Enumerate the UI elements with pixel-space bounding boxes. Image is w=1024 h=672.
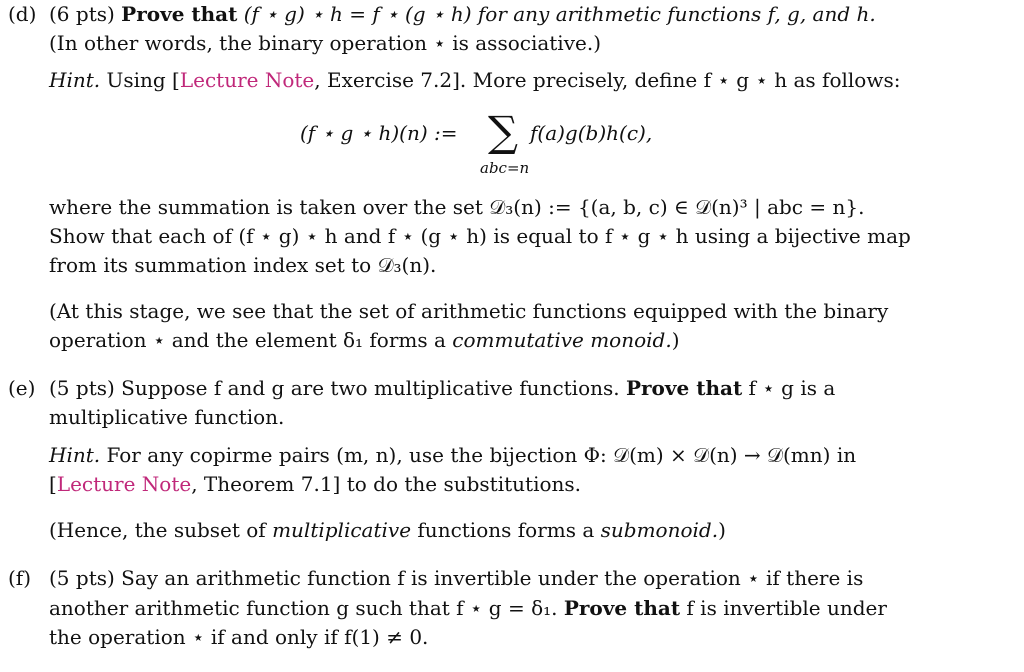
part-d-lecture-note-link[interactable]: Lecture Note — [179, 68, 315, 92]
part-e-hint-rest: , Theorem 7.1] to do the substitutions. — [191, 472, 582, 496]
part-f-line-2 — [49, 594, 887, 622]
part-d-hint-using: Using [ — [106, 68, 180, 92]
part-e-line-1 — [49, 374, 835, 402]
part-e-label: (e) — [8, 376, 36, 400]
part-f-line-3: the operation ⋆ if and only if f(1) ≠ 0. — [49, 625, 429, 649]
part-d-label: (d) — [8, 2, 37, 26]
part-f-text-a: another arithmetic function g such that f ⋆ g = δ₁. — [49, 596, 564, 620]
equation-rhs: f(a)g(b)h(c), — [530, 121, 653, 145]
part-e-hint-line-2 — [49, 470, 581, 498]
part-f-prove: Prove that — [563, 596, 681, 620]
stage-monoid: commutative monoid. — [452, 328, 672, 352]
part-d-hint-word: Hint. — [49, 68, 101, 92]
part-f-text-b: f is invertible under — [680, 596, 887, 620]
part-f-line-1: (5 pts) Say an arithmetic function f is invertible under the operation ⋆ if there is — [49, 566, 864, 590]
part-e-bracket: [ — [49, 472, 57, 496]
part-e-line-2: multiplicative function. — [49, 405, 285, 429]
part-e-text-a: (5 pts) Suppose f and g are two multiplicative functions. — [49, 376, 626, 400]
equation-lhs: (f ⋆ g ⋆ h)(n) := — [300, 121, 458, 145]
part-d-prove: Prove that — [121, 2, 238, 26]
part-e-hence — [49, 516, 726, 544]
part-d-hint — [49, 66, 900, 94]
part-e-text-b: f ⋆ g is a — [742, 376, 836, 400]
part-e-hint-text: For any copirme pairs (m, n), use the bijection Φ: 𝒟(m) × 𝒟(n) → 𝒟(mn) in — [100, 443, 857, 467]
part-d-stage-line-1: (At this stage, we see that the set of arithmetic functions equipped with the binary — [49, 299, 889, 323]
part-e-hint-word: Hint. — [49, 443, 101, 467]
summation-index: abc=n — [480, 159, 530, 177]
part-d-statement — [49, 0, 876, 28]
part-e-prove: Prove that — [625, 376, 743, 400]
hence-text-a: (Hence, the subset of — [49, 518, 273, 542]
part-d-hint-rest: , Exercise 7.2]. More precisely, define f ⋆ g ⋆ h as follows: — [314, 68, 901, 92]
summation-symbol: ∑ — [488, 107, 518, 156]
stage-close: ) — [671, 328, 680, 352]
part-f-label: (f) — [8, 566, 32, 590]
part-d-points: (6 pts) — [49, 2, 115, 26]
part-e-lecture-note-link[interactable]: Lecture Note — [56, 472, 192, 496]
hence-multiplicative: multiplicative — [272, 518, 412, 542]
part-e-hint-line-1 — [49, 441, 856, 469]
part-d-definition-equation — [300, 107, 720, 185]
hence-submonoid: submonoid. — [600, 518, 719, 542]
part-d-stage-line-2 — [49, 326, 680, 354]
part-d-other-words: (In other words, the binary operation ⋆ is associative.) — [49, 31, 602, 55]
part-d-show-line-1: Show that each of (f ⋆ g) ⋆ h and f ⋆ (g ⋆ h) is equal to f ⋆ g ⋆ h using a bijective map — [49, 224, 911, 248]
part-d-formula: (f ⋆ g) ⋆ h = f ⋆ (g ⋆ h) for any arithmetic functions f, g, and h. — [243, 2, 876, 26]
hence-text-c: functions forms a — [411, 518, 601, 542]
part-d-show-line-2: from its summation index set to 𝒟₃(n). — [49, 253, 437, 277]
part-d-where-line: where the summation is taken over the set 𝒟₃(n) := {(a, b, c) ∈ 𝒟(n)³ | abc = n}. — [49, 195, 865, 219]
stage-text: operation ⋆ and the element δ₁ forms a — [49, 328, 453, 352]
hence-close: ) — [718, 518, 726, 542]
